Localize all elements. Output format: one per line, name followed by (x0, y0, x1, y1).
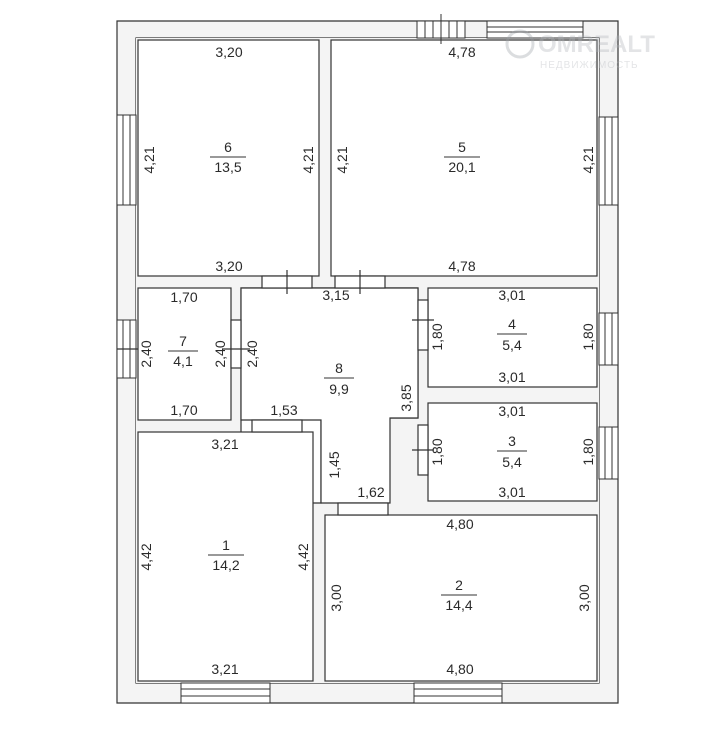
dim-r4-left: 1,80 (429, 323, 445, 351)
dim-r6-right: 4,21 (300, 146, 316, 174)
dim-r2-left: 3,00 (328, 584, 344, 612)
room-7-number: 7 (179, 333, 187, 349)
dim-r5-left: 4,21 (334, 146, 350, 174)
dim-r3-bottom: 3,01 (498, 484, 526, 500)
watermark-brand: OMREALT (538, 31, 655, 58)
dim-r3-left: 1,80 (429, 438, 445, 466)
window-right-room-3 (599, 427, 618, 479)
watermark-tagline: НЕДВИЖИМОСТЬ (540, 60, 639, 71)
window-left-room-6 (117, 115, 136, 205)
dim-r8-corridor-width: 1,62 (357, 484, 385, 500)
dim-r1-bottom: 3,21 (211, 661, 239, 677)
room-1-area: 14,2 (212, 557, 240, 573)
dim-r7-bottom: 1,70 (170, 402, 198, 418)
dim-r5-top: 4,78 (448, 44, 476, 60)
dim-r6-bottom: 3,20 (215, 258, 243, 274)
dim-r7-right: 2,40 (212, 340, 228, 368)
dim-r5-right: 4,21 (580, 146, 596, 174)
door-8-2 (338, 503, 388, 515)
room-6-outline (138, 40, 319, 276)
dim-r3-top: 3,01 (498, 403, 526, 419)
room-8-area: 9,9 (329, 381, 349, 397)
room-2-number: 2 (455, 577, 463, 593)
dim-r2-top: 4,80 (446, 516, 474, 532)
room-4-area: 5,4 (502, 337, 522, 353)
dim-r8-right: 3,85 (398, 384, 414, 412)
dim-r1-right: 4,42 (295, 543, 311, 571)
room-4-number: 4 (508, 316, 516, 332)
room-6-area: 13,5 (214, 159, 242, 175)
room-1-number: 1 (222, 537, 230, 553)
dim-r2-right: 3,00 (576, 584, 592, 612)
room-3-area: 5,4 (502, 454, 522, 470)
door-7-8 (231, 320, 241, 368)
dim-r3-right: 1,80 (580, 438, 596, 466)
dim-r7-left: 2,40 (138, 340, 154, 368)
window-bottom-room-2 (414, 683, 502, 703)
dim-r6-left: 4,21 (141, 146, 157, 174)
room-5-area: 20,1 (448, 159, 476, 175)
room-5-number: 5 (458, 139, 466, 155)
room-6-number: 6 (224, 139, 232, 155)
dim-r1-top: 3,21 (211, 436, 239, 452)
dim-r8-left: 2,40 (244, 340, 260, 368)
window-bottom-room-1 (181, 683, 270, 703)
dim-r8-bottom-left: 1,53 (270, 402, 298, 418)
dim-r1-left: 4,42 (138, 543, 154, 571)
door-8-4 (418, 300, 428, 350)
dim-r8-top: 3,15 (322, 287, 350, 303)
room-2-area: 14,4 (445, 597, 473, 613)
room-5-outline (331, 40, 597, 276)
dim-r7-top: 1,70 (170, 289, 198, 305)
window-right-room-4 (599, 313, 618, 365)
room-3-number: 3 (508, 433, 516, 449)
room-7-area: 4,1 (173, 353, 193, 369)
room-8-number: 8 (335, 360, 343, 376)
dim-r4-top: 3,01 (498, 287, 526, 303)
dim-r5-bottom: 4,78 (448, 258, 476, 274)
door-8-1 (252, 420, 302, 432)
dim-r4-bottom: 3,01 (498, 369, 526, 385)
dim-r2-bottom: 4,80 (446, 661, 474, 677)
dim-r6-top: 3,20 (215, 44, 243, 60)
dim-r8-corridor-height: 1,45 (326, 451, 342, 479)
window-right-room-5 (599, 117, 618, 205)
dim-r4-right: 1,80 (580, 323, 596, 351)
